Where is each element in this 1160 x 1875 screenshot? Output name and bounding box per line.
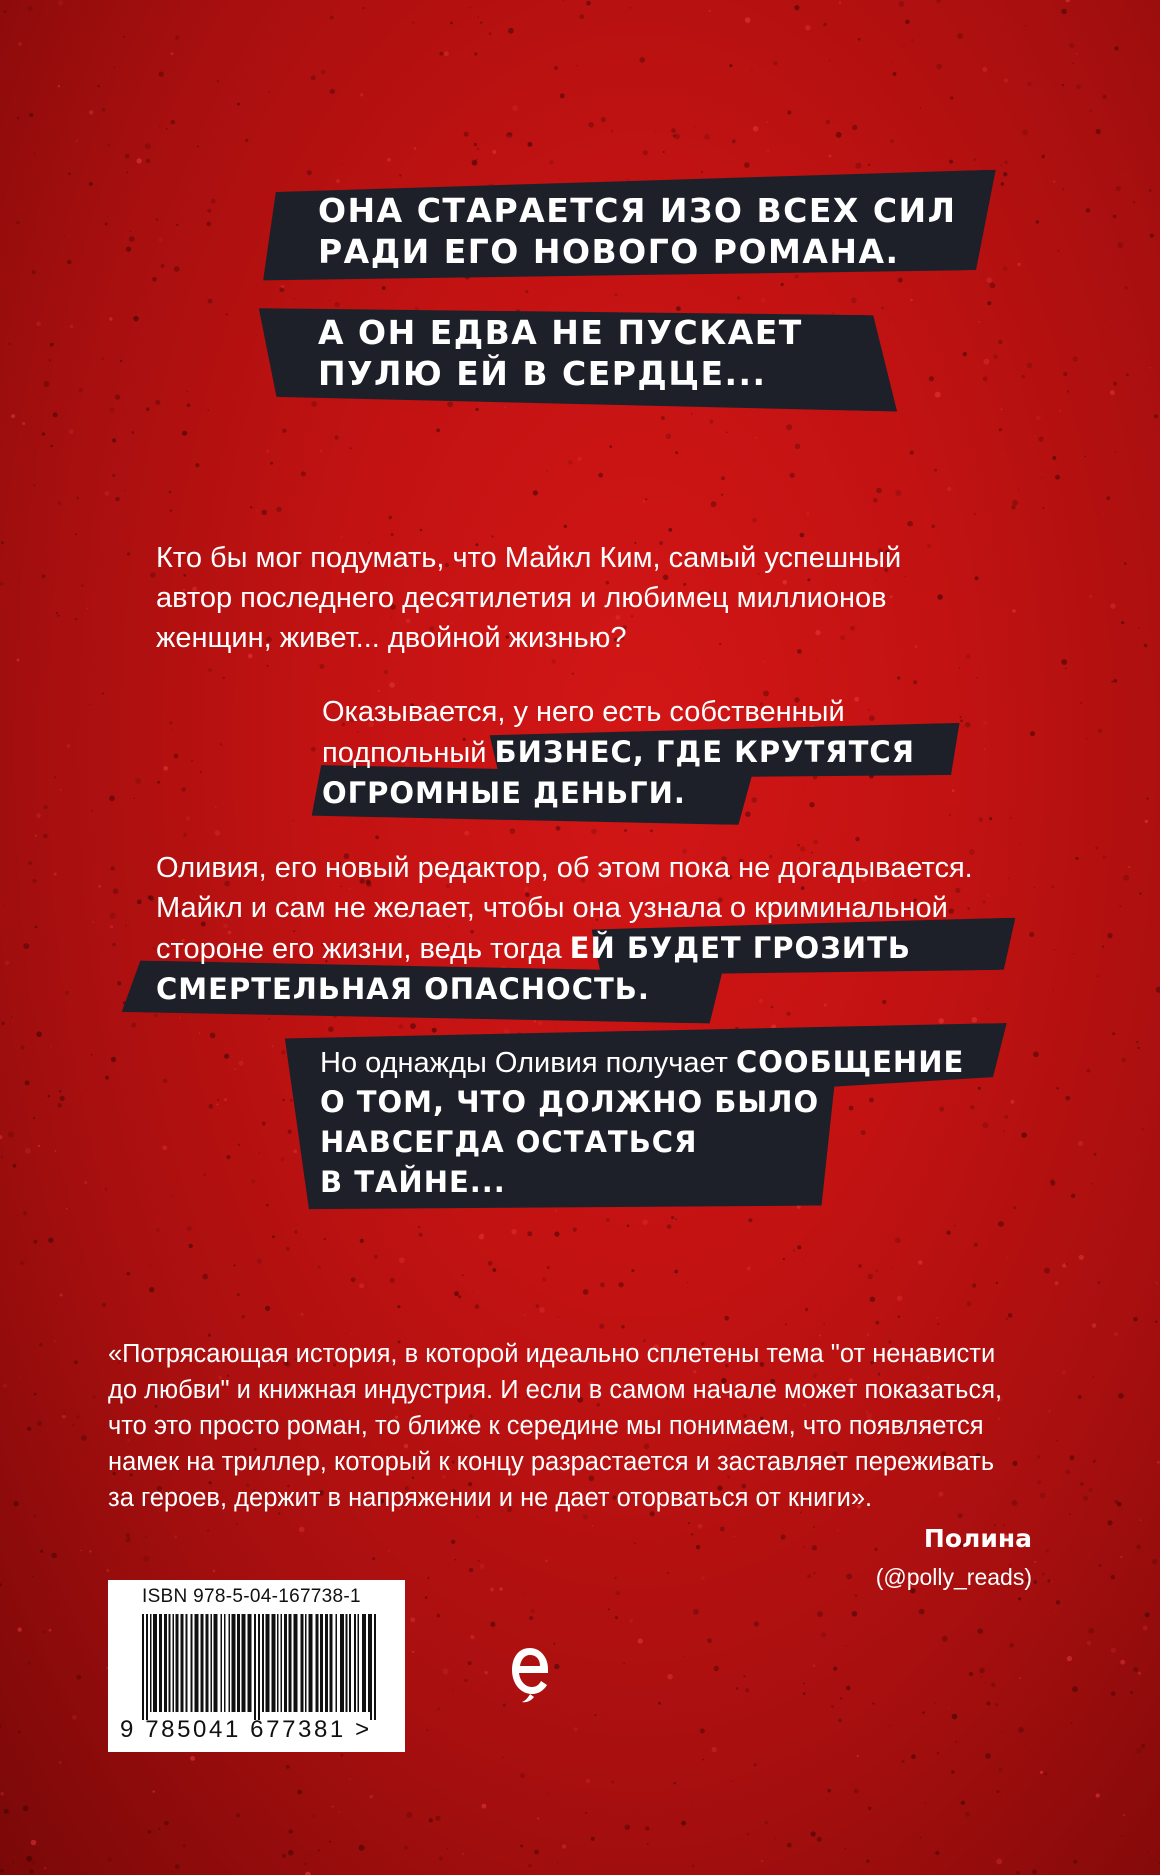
- eksmo-logo-icon: [508, 1642, 552, 1704]
- business-plain-text: подпольный: [322, 737, 495, 769]
- review-author-handle: (@polly_reads): [875, 1564, 1032, 1590]
- olivia-line-1: Оливия, его новый редактор, об этом пока не догадывается.: [156, 852, 973, 884]
- barcode-digits: 9 785041 677381 >: [120, 1716, 372, 1743]
- business-highlight-1: БИЗНЕС, ГДЕ КРУТЯТСЯ: [494, 735, 915, 769]
- intro-line-3: женщин, живет... двойной жизнью?: [156, 622, 627, 654]
- isbn-barcode: [108, 1580, 405, 1752]
- message-plain-text: Но однажды Оливия получает: [320, 1047, 736, 1079]
- isbn-label: ISBN 978-5-04-167738-1: [142, 1586, 361, 1607]
- tagline-line-1: ОНА СТАРАЕТСЯ ИЗО ВСЕХ СИЛ: [318, 191, 957, 230]
- olivia-highlight-2: СМЕРТЕЛЬНАЯ ОПАСНОСТЬ.: [156, 972, 650, 1006]
- business-line-1: Оказывается, у него есть собственный: [322, 696, 845, 728]
- tagline-line-3: А ОН ЕДВА НЕ ПУСКАЕТ: [318, 313, 803, 352]
- olivia-line-3: [156, 928, 911, 969]
- review-line-4: намек на триллер, который к концу разрастается и заставляет переживать: [108, 1448, 995, 1476]
- message-highlight-1: СООБЩЕНИЕ: [735, 1045, 965, 1079]
- tagline-line-4: ПУЛЮ ЕЙ В СЕРДЦЕ...: [318, 354, 767, 393]
- olivia-plain-text: стороне его жизни, ведь тогда: [156, 933, 570, 965]
- review-quote: [108, 1336, 1002, 1516]
- review-author: Полина: [923, 1524, 1032, 1553]
- message-highlight-3: НАВСЕГДА ОСТАТЬСЯ: [320, 1125, 698, 1159]
- message-line-1: [320, 1042, 964, 1083]
- review-line-2: до любви" и книжная индустрия. И если в самом начале может показаться,: [108, 1376, 1003, 1404]
- message-highlight-2: О ТОМ, ЧТО ДОЛЖНО БЫЛО: [320, 1085, 820, 1119]
- business-line-2: [322, 732, 915, 773]
- review-line-1: «Потрясающая история, в которой идеально сплетены тема "от ненависти: [108, 1340, 996, 1368]
- tagline-line-2: РАДИ ЕГО НОВОГО РОМАНА.: [318, 232, 900, 271]
- message-highlight-4: В ТАЙНЕ...: [320, 1165, 506, 1199]
- olivia-line-2: Майкл и сам не желает, чтобы она узнала о криминальной: [156, 892, 948, 924]
- intro-line-2: автор последнего десятилетия и любимец миллионов: [156, 582, 887, 614]
- business-highlight-2: ОГРОМНЫЕ ДЕНЬГИ.: [322, 776, 686, 810]
- intro-line-1: Кто бы мог подумать, что Майкл Ким, самый успешный: [156, 542, 902, 574]
- review-line-5: за героев, держит в напряжении и не дает оторваться от книги».: [108, 1484, 873, 1512]
- olivia-highlight-1: ЕЙ БУДЕТ ГРОЗИТЬ: [569, 931, 911, 965]
- review-line-3: что это просто роман, то ближе к середине мы понимаем, что появляется: [108, 1412, 984, 1440]
